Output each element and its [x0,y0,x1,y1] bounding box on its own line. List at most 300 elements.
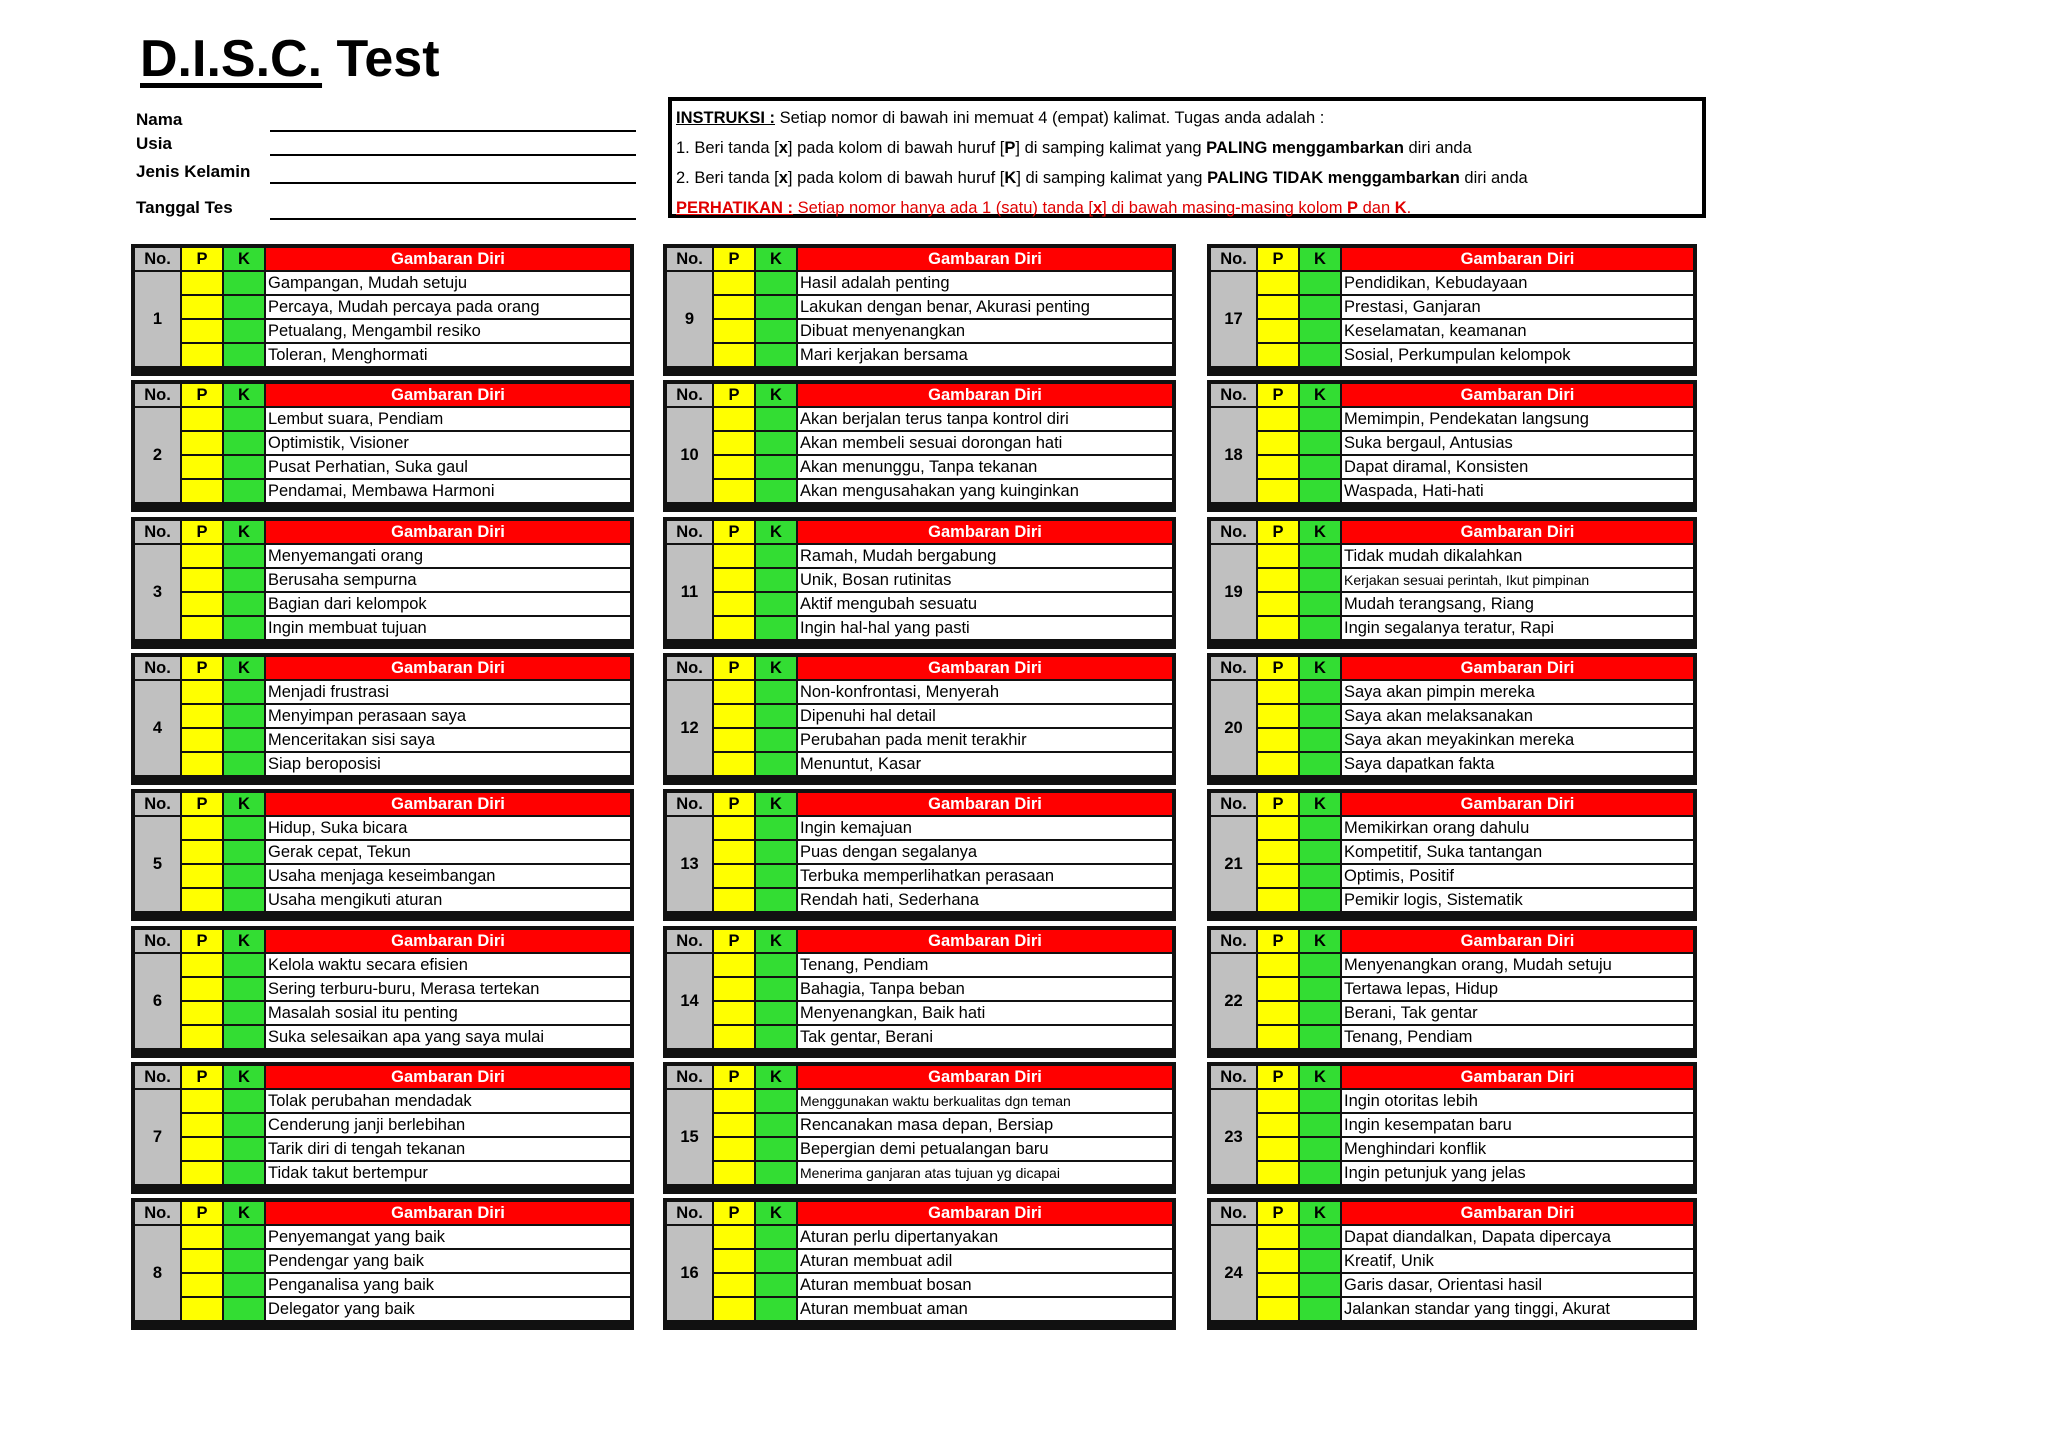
p-checkbox[interactable] [1258,1250,1298,1272]
p-checkbox[interactable] [714,1250,754,1272]
p-checkbox[interactable] [182,1026,222,1048]
p-checkbox[interactable] [182,296,222,318]
k-checkbox[interactable] [1300,272,1340,294]
p-checkbox[interactable] [182,593,222,615]
statement-row [135,817,630,839]
p-checkbox[interactable] [1258,1162,1298,1184]
p-checkbox[interactable] [714,432,754,454]
header-p: P [1258,1066,1298,1088]
k-checkbox[interactable] [756,480,796,502]
k-checkbox[interactable] [756,1090,796,1112]
k-checkbox[interactable] [224,408,264,430]
statement-text: Menyenangkan, Baik hati [798,1002,1172,1024]
p-checkbox[interactable] [714,320,754,342]
k-checkbox[interactable] [1300,1114,1340,1136]
k-checkbox[interactable] [1300,1162,1340,1184]
table-header-row [1211,521,1693,543]
statement-text: Tidak takut bertempur [266,1162,630,1184]
k-checkbox[interactable] [756,753,796,775]
k-checkbox[interactable] [224,432,264,454]
p-checkbox[interactable] [714,272,754,294]
statement-text: Unik, Bosan rutinitas [798,569,1172,591]
p-checkbox[interactable] [1258,272,1298,294]
k-checkbox[interactable] [756,841,796,863]
table-header-row [135,521,630,543]
question-number: 13 [667,817,712,911]
k-checkbox[interactable] [756,889,796,911]
header-p: P [182,793,222,815]
statement-row [667,344,1172,366]
question-table [665,519,1174,641]
statement-text: Percaya, Mudah percaya pada orang [266,296,630,318]
k-checkbox[interactable] [1300,1298,1340,1320]
header-k: K [224,384,264,406]
p-checkbox[interactable] [182,569,222,591]
p-checkbox[interactable] [714,978,754,1000]
k-checkbox[interactable] [1300,569,1340,591]
p-checkbox[interactable] [714,729,754,751]
statement-text: Memimpin, Pendekatan langsung [1342,408,1693,430]
statement-row [135,841,630,863]
k-checkbox[interactable] [1300,1138,1340,1160]
statement-text: Ingin kesempatan baru [1342,1114,1693,1136]
question-number: 23 [1211,1090,1256,1184]
k-checkbox[interactable] [1300,978,1340,1000]
field-tanggal-tes[interactable] [136,194,636,220]
question-block [663,244,1176,376]
p-checkbox[interactable] [182,1274,222,1296]
k-checkbox[interactable] [1300,681,1340,703]
statement-text: Hidup, Suka bicara [266,817,630,839]
k-checkbox[interactable] [224,480,264,502]
k-checkbox[interactable] [756,705,796,727]
header-gambaran-diri: Gambaran Diri [1342,930,1693,952]
p-checkbox[interactable] [714,954,754,976]
p-checkbox[interactable] [714,705,754,727]
header-p: P [182,930,222,952]
p-checkbox[interactable] [1258,344,1298,366]
k-checkbox[interactable] [224,865,264,887]
p-checkbox[interactable] [714,1026,754,1048]
p-checkbox[interactable] [182,841,222,863]
statement-text: Dipenuhi hal detail [798,705,1172,727]
instructions-intro-text: Setiap nomor di bawah ini memuat 4 (empat) kalimat. Tugas anda adalah : [775,109,1325,127]
statement-text: Tak gentar, Berani [798,1026,1172,1048]
p-checkbox[interactable] [182,1002,222,1024]
p-checkbox[interactable] [182,865,222,887]
k-checkbox[interactable] [756,865,796,887]
k-checkbox[interactable] [1300,1226,1340,1248]
p-checkbox[interactable] [714,593,754,615]
statement-text: Gampangan, Mudah setuju [266,272,630,294]
p-checkbox[interactable] [182,817,222,839]
instructions-note: PERHATIKAN : Setiap nomor hanya ada 1 (satu) tanda [x] di bawah masing-masing kolom P dan K. [676,199,1412,217]
k-checkbox[interactable] [224,296,264,318]
question-number: 3 [135,545,180,639]
header-no: No. [667,1066,712,1088]
k-checkbox[interactable] [1300,889,1340,911]
k-checkbox[interactable] [224,456,264,478]
p-checkbox[interactable] [182,272,222,294]
k-checkbox[interactable] [224,344,264,366]
p-checkbox[interactable] [714,865,754,887]
header-p: P [1258,930,1298,952]
header-p: P [182,384,222,406]
instructions-box [668,97,1706,218]
table-header-row [667,248,1172,270]
p-checkbox[interactable] [182,408,222,430]
k-checkbox[interactable] [1300,841,1340,863]
statement-text: Bepergian demi petualangan baru [798,1138,1172,1160]
statement-row [1211,681,1693,703]
question-number: 10 [667,408,712,502]
statement-text: Pendamai, Membawa Harmoni [266,480,630,502]
p-checkbox[interactable] [182,545,222,567]
p-checkbox[interactable] [1258,617,1298,639]
k-checkbox[interactable] [224,978,264,1000]
p-checkbox[interactable] [714,1114,754,1136]
question-number: 11 [667,545,712,639]
question-number: 17 [1211,272,1256,366]
table-header-row [135,248,630,270]
p-checkbox[interactable] [1258,432,1298,454]
k-checkbox[interactable] [224,1114,264,1136]
p-checkbox[interactable] [1258,1090,1298,1112]
header-no: No. [667,793,712,815]
k-checkbox[interactable] [224,1274,264,1296]
k-checkbox[interactable] [224,729,264,751]
p-checkbox[interactable] [1258,296,1298,318]
p-checkbox[interactable] [182,617,222,639]
k-checkbox[interactable] [756,817,796,839]
p-checkbox[interactable] [714,681,754,703]
field-line[interactable] [270,182,636,184]
k-checkbox[interactable] [756,593,796,615]
question-table [1209,519,1695,641]
p-checkbox[interactable] [182,1138,222,1160]
header-k: K [756,793,796,815]
k-checkbox[interactable] [756,617,796,639]
header-p: P [1258,1202,1298,1224]
k-checkbox[interactable] [1300,1002,1340,1024]
k-checkbox[interactable] [1300,432,1340,454]
header-k: K [756,248,796,270]
p-checkbox[interactable] [182,705,222,727]
k-checkbox[interactable] [756,320,796,342]
p-checkbox[interactable] [1258,320,1298,342]
header-k: K [756,930,796,952]
k-checkbox[interactable] [756,1026,796,1048]
k-checkbox[interactable] [224,753,264,775]
statement-text: Lembut suara, Pendiam [266,408,630,430]
k-checkbox[interactable] [756,1114,796,1136]
p-checkbox[interactable] [714,569,754,591]
k-checkbox[interactable] [756,1298,796,1320]
k-checkbox[interactable] [1300,817,1340,839]
instructions-intro [676,106,1702,136]
p-checkbox[interactable] [1258,1138,1298,1160]
field-jenis-kelamin[interactable] [136,158,636,184]
p-checkbox[interactable] [1258,978,1298,1000]
p-checkbox[interactable] [182,1226,222,1248]
header-k: K [1300,657,1340,679]
statement-text: Usaha menjaga keseimbangan [266,865,630,887]
question-table [665,1064,1174,1186]
k-checkbox[interactable] [756,1250,796,1272]
p-checkbox[interactable] [1258,480,1298,502]
header-k: K [756,521,796,543]
p-checkbox[interactable] [182,1090,222,1112]
p-checkbox[interactable] [1258,1274,1298,1296]
p-checkbox[interactable] [182,1114,222,1136]
statement-row [667,978,1172,1000]
k-checkbox[interactable] [1300,296,1340,318]
k-checkbox[interactable] [1300,617,1340,639]
header-k: K [1300,793,1340,815]
k-checkbox[interactable] [756,729,796,751]
k-checkbox[interactable] [756,1002,796,1024]
statement-row [135,705,630,727]
statement-text: Pemikir logis, Sistematik [1342,889,1693,911]
p-checkbox[interactable] [182,456,222,478]
k-checkbox[interactable] [224,954,264,976]
p-checkbox[interactable] [1258,817,1298,839]
question-table [133,382,632,504]
header-gambaran-diri: Gambaran Diri [266,384,630,406]
k-checkbox[interactable] [756,1274,796,1296]
statement-text: Jalankan standar yang tinggi, Akurat [1342,1298,1693,1320]
header-no: No. [135,657,180,679]
k-checkbox[interactable] [756,432,796,454]
k-checkbox[interactable] [224,889,264,911]
header-p: P [182,1066,222,1088]
header-no: No. [1211,248,1256,270]
field-line[interactable] [270,218,636,220]
p-checkbox[interactable] [714,344,754,366]
k-checkbox[interactable] [1300,1274,1340,1296]
statement-row [1211,705,1693,727]
p-checkbox[interactable] [182,1162,222,1184]
k-checkbox[interactable] [224,1250,264,1272]
p-checkbox[interactable] [182,432,222,454]
question-block [663,789,1176,921]
p-checkbox[interactable] [1258,593,1298,615]
k-checkbox[interactable] [1300,865,1340,887]
k-checkbox[interactable] [756,545,796,567]
k-checkbox[interactable] [1300,408,1340,430]
p-checkbox[interactable] [182,729,222,751]
k-checkbox[interactable] [756,978,796,1000]
k-checkbox[interactable] [1300,1250,1340,1272]
k-checkbox[interactable] [224,593,264,615]
k-checkbox[interactable] [224,1226,264,1248]
p-checkbox[interactable] [182,889,222,911]
field-line[interactable] [270,154,636,156]
k-checkbox[interactable] [1300,480,1340,502]
k-checkbox[interactable] [1300,705,1340,727]
header-k: K [1300,1066,1340,1088]
question-table [1209,382,1695,504]
p-checkbox[interactable] [1258,841,1298,863]
k-checkbox[interactable] [224,545,264,567]
k-checkbox[interactable] [224,320,264,342]
p-checkbox[interactable] [1258,1298,1298,1320]
header-no: No. [135,384,180,406]
k-checkbox[interactable] [756,681,796,703]
k-checkbox[interactable] [224,1002,264,1024]
question-table [665,1200,1174,1322]
p-checkbox[interactable] [1258,753,1298,775]
k-checkbox[interactable] [1300,1026,1340,1048]
p-checkbox[interactable] [182,681,222,703]
statement-text: Tolak perubahan mendadak [266,1090,630,1112]
p-checkbox[interactable] [1258,1226,1298,1248]
k-checkbox[interactable] [224,617,264,639]
k-checkbox[interactable] [224,841,264,863]
k-checkbox[interactable] [756,569,796,591]
statement-row [135,889,630,911]
p-checkbox[interactable] [1258,865,1298,887]
p-checkbox[interactable] [182,1250,222,1272]
k-checkbox[interactable] [756,1138,796,1160]
k-checkbox[interactable] [1300,753,1340,775]
k-checkbox[interactable] [1300,320,1340,342]
p-checkbox[interactable] [182,1298,222,1320]
p-checkbox[interactable] [714,817,754,839]
statement-text: Penganalisa yang baik [266,1274,630,1296]
p-checkbox[interactable] [714,1002,754,1024]
p-checkbox[interactable] [714,1090,754,1112]
question-block [1207,244,1697,376]
p-checkbox[interactable] [714,1226,754,1248]
p-checkbox[interactable] [182,954,222,976]
p-checkbox[interactable] [1258,705,1298,727]
header-p: P [1258,657,1298,679]
k-checkbox[interactable] [224,681,264,703]
p-checkbox[interactable] [714,753,754,775]
statement-row [1211,954,1693,976]
table-header-row [135,1202,630,1224]
p-checkbox[interactable] [714,545,754,567]
statement-text: Optimis, Positif [1342,865,1693,887]
k-checkbox[interactable] [756,456,796,478]
statement-row [667,1026,1172,1048]
p-checkbox[interactable] [714,1274,754,1296]
field-label: Jenis Kelamin [136,162,251,181]
statement-row [135,1138,630,1160]
k-checkbox[interactable] [756,272,796,294]
p-checkbox[interactable] [182,978,222,1000]
header-gambaran-diri: Gambaran Diri [266,657,630,679]
p-checkbox[interactable] [1258,1114,1298,1136]
k-checkbox[interactable] [224,569,264,591]
k-checkbox[interactable] [1300,456,1340,478]
k-checkbox[interactable] [224,1162,264,1184]
p-checkbox[interactable] [1258,889,1298,911]
k-checkbox[interactable] [756,1162,796,1184]
statement-text: Akan menunggu, Tanpa tekanan [798,456,1172,478]
k-checkbox[interactable] [1300,1090,1340,1112]
k-checkbox[interactable] [224,1090,264,1112]
p-checkbox[interactable] [714,1138,754,1160]
k-checkbox[interactable] [224,705,264,727]
field-usia[interactable] [136,130,636,156]
p-checkbox[interactable] [714,456,754,478]
k-checkbox[interactable] [1300,954,1340,976]
header-gambaran-diri: Gambaran Diri [266,793,630,815]
k-checkbox[interactable] [756,344,796,366]
k-checkbox[interactable] [756,408,796,430]
statement-text: Bahagia, Tanpa beban [798,978,1172,1000]
header-k: K [1300,930,1340,952]
statement-row [1211,408,1693,430]
statement-row [667,1274,1172,1296]
k-checkbox[interactable] [224,272,264,294]
k-checkbox[interactable] [1300,729,1340,751]
p-checkbox[interactable] [714,617,754,639]
table-header-row [667,1202,1172,1224]
p-checkbox[interactable] [182,480,222,502]
p-checkbox[interactable] [1258,1026,1298,1048]
statement-row [667,456,1172,478]
k-checkbox[interactable] [224,817,264,839]
p-checkbox[interactable] [714,889,754,911]
p-checkbox[interactable] [1258,729,1298,751]
k-checkbox[interactable] [756,954,796,976]
p-checkbox[interactable] [1258,569,1298,591]
p-checkbox[interactable] [1258,456,1298,478]
k-checkbox[interactable] [1300,545,1340,567]
k-checkbox[interactable] [224,1138,264,1160]
question-table [1209,928,1695,1050]
k-checkbox[interactable] [756,1226,796,1248]
p-checkbox[interactable] [714,1162,754,1184]
statement-text: Memikirkan orang dahulu [1342,817,1693,839]
p-checkbox[interactable] [714,480,754,502]
field-nama[interactable] [136,106,636,132]
k-checkbox[interactable] [1300,593,1340,615]
statement-row [135,1090,630,1112]
k-checkbox[interactable] [224,1026,264,1048]
k-checkbox[interactable] [224,1298,264,1320]
question-table [665,791,1174,913]
p-checkbox[interactable] [714,296,754,318]
p-checkbox[interactable] [714,841,754,863]
k-checkbox[interactable] [1300,344,1340,366]
p-checkbox[interactable] [1258,1002,1298,1024]
p-checkbox[interactable] [1258,545,1298,567]
question-number: 15 [667,1090,712,1184]
p-checkbox[interactable] [182,320,222,342]
p-checkbox[interactable] [182,753,222,775]
p-checkbox[interactable] [1258,408,1298,430]
header-k: K [756,384,796,406]
p-checkbox[interactable] [714,1298,754,1320]
statement-row [1211,817,1693,839]
p-checkbox[interactable] [182,344,222,366]
statement-text: Menuntut, Kasar [798,753,1172,775]
header-no: No. [667,657,712,679]
k-checkbox[interactable] [756,296,796,318]
p-checkbox[interactable] [1258,954,1298,976]
p-checkbox[interactable] [714,408,754,430]
statement-text: Aturan membuat bosan [798,1274,1172,1296]
statement-row [1211,1138,1693,1160]
statement-text: Tenang, Pendiam [798,954,1172,976]
p-checkbox[interactable] [1258,681,1298,703]
statement-text: Berani, Tak gentar [1342,1002,1693,1024]
question-block [663,517,1176,649]
